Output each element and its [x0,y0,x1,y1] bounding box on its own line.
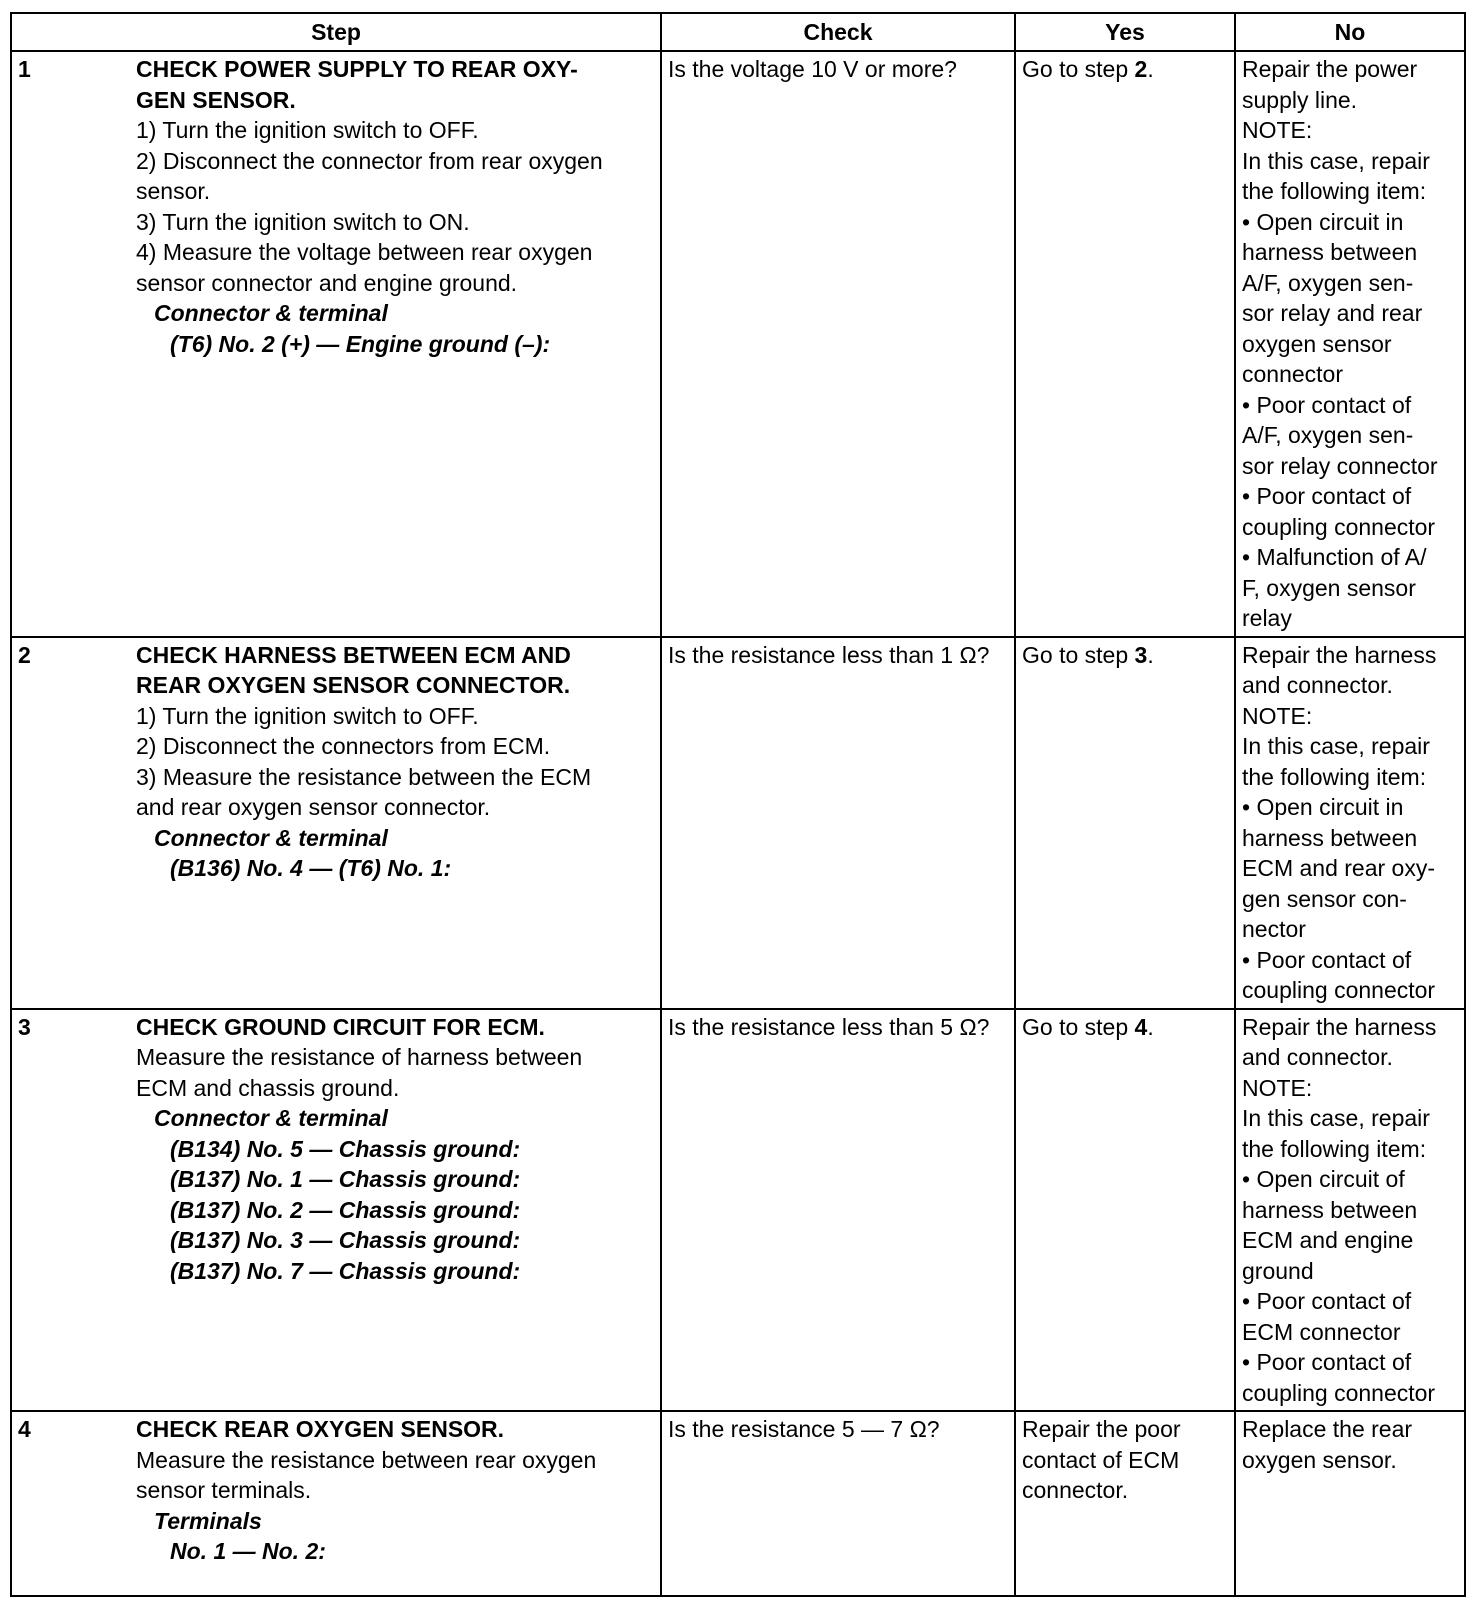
step-title: CHECK REAR OXYGEN SENSOR. [136,1416,505,1442]
no-line: NOTE: [1242,702,1313,729]
no-line: oxygen sensor. [1242,1446,1397,1473]
header-no: No [1235,13,1465,51]
step-title: GEN SENSOR. [136,86,296,113]
step-title: CHECK GROUND CIRCUIT FOR ECM. [136,1013,545,1040]
no-line: coupling connector [1242,1379,1436,1406]
no-line: the following item: [1242,763,1427,790]
yes-cell [1015,637,1235,1009]
no-line: nector [1242,916,1306,942]
yes-line [1022,1012,1228,1043]
yes-prefix: Go to step [1022,1013,1135,1040]
no-cell [1235,637,1465,1009]
step-instruction: Measure the resistance between rear oxygen [136,1446,597,1473]
no-line: harness between [1242,1196,1418,1223]
step-number: 3 [18,1013,31,1040]
step-instruction: sensor connector and engine ground. [136,269,518,296]
step-cell [11,1411,661,1596]
no-line: ground [1242,1257,1314,1284]
connector-terminal-item: (B137) No. 2 — Chassis ground: [170,1196,521,1223]
yes-suffix: . [1147,641,1154,668]
step-cell [11,51,661,637]
yes-suffix: . [1147,56,1154,82]
step-number: 2 [18,641,31,668]
step-number: 4 [18,1416,31,1442]
no-line: In this case, repair [1242,733,1430,759]
no-line: sor relay and rear [1242,300,1423,326]
no-line: • Poor contact of [1242,946,1412,973]
no-line: connector [1242,361,1344,387]
step-title: CHECK POWER SUPPLY TO REAR OXY- [136,56,578,82]
no-line: harness between [1242,824,1418,851]
step-instruction: and rear oxygen sensor connector. [136,794,491,820]
check-cell: Is the resistance less than 1 Ω? [661,637,1015,1009]
no-line: Repair the harness [1242,641,1437,668]
no-line: ECM connector [1242,1318,1401,1345]
step-instruction: sensor terminals. [136,1477,312,1503]
step-content [18,54,654,359]
no-line: • Poor contact of [1242,1288,1412,1314]
connector-terminal-item: (B136) No. 4 — (T6) No. 1: [170,855,452,881]
step-cell [11,637,661,1009]
yes-line: Repair the poor [1022,1416,1181,1442]
header-yes: Yes [1015,13,1235,51]
no-line: gen sensor con- [1242,885,1407,912]
no-line: • Open circuit in [1242,208,1404,235]
step-number: 1 [18,56,31,82]
check-cell: Is the resistance 5 — 7 Ω? [661,1411,1015,1596]
no-cell [1235,51,1465,637]
diagnostic-table [10,12,1466,1597]
step-instruction: 2) Disconnect the connector from rear oxygen [136,147,603,174]
no-line: A/F, oxygen sen- [1242,422,1414,448]
no-line: • Open circuit in [1242,794,1404,820]
step-content [18,1414,654,1567]
no-line: NOTE: [1242,117,1313,143]
step-instruction: 2) Disconnect the connectors from ECM. [136,733,551,759]
connector-terminal-label: Connector & terminal [154,300,388,326]
yes-line: contact of ECM [1022,1446,1180,1473]
connector-terminal-item: (T6) No. 2 (+) — Engine ground (–): [170,330,551,357]
no-cell [1235,1009,1465,1412]
step-body [136,54,603,359]
no-line: In this case, repair [1242,147,1430,174]
step-title: CHECK HARNESS BETWEEN ECM AND [136,641,571,668]
no-line: Replace the rear [1242,1416,1413,1442]
connector-terminal-item: (B137) No. 7 — Chassis ground: [170,1257,521,1284]
connector-terminal-label: Connector & terminal [154,824,388,851]
table-row [11,51,1465,637]
no-line: • Open circuit of [1242,1166,1405,1192]
table-row [11,1411,1465,1596]
no-line: the following item: [1242,1135,1427,1162]
step-instruction: sensor. [136,178,211,204]
no-line: relay [1242,605,1292,631]
table-row [11,637,1465,1009]
table-row [11,1009,1465,1412]
step-instruction: ECM and chassis ground. [136,1074,400,1101]
yes-prefix: Go to step [1022,641,1135,668]
step-body [136,1012,582,1287]
no-line: NOTE: [1242,1074,1313,1101]
connector-terminal-item: No. 1 — No. 2: [170,1538,326,1564]
step-content [18,1012,654,1287]
step-instruction: Measure the resistance of harness between [136,1044,583,1070]
yes-prefix: Go to step [1022,56,1135,82]
step-instruction: 1) Turn the ignition switch to OFF. [136,702,479,729]
yes-cell [1015,1009,1235,1412]
yes-cell [1015,1411,1235,1596]
yes-cell [1015,51,1235,637]
no-line: A/F, oxygen sen- [1242,269,1414,296]
step-content [18,640,654,884]
step-instruction: 3) Turn the ignition switch to ON. [136,208,470,235]
no-line: and connector. [1242,672,1393,698]
no-line: Repair the harness [1242,1013,1437,1040]
table-body [11,51,1465,1596]
no-line: Repair the power [1242,56,1418,82]
no-line: ECM and engine [1242,1227,1414,1253]
step-instruction: 4) Measure the voltage between rear oxygen [136,239,593,265]
no-line: coupling connector [1242,513,1436,540]
no-line: • Poor contact of [1242,1349,1412,1375]
step-instruction: 1) Turn the ignition switch to OFF. [136,117,479,143]
yes-line: connector. [1022,1477,1129,1503]
no-cell [1235,1411,1465,1596]
connector-terminal-label: Terminals [154,1507,262,1534]
no-line: • Poor contact of [1242,391,1412,418]
no-line: • Malfunction of A/ [1242,544,1427,570]
no-line: coupling connector [1242,977,1436,1003]
no-line: In this case, repair [1242,1105,1430,1131]
yes-line [1022,640,1228,671]
no-line: and connector. [1242,1044,1393,1070]
step-body [136,1414,596,1567]
connector-terminal-label: Connector & terminal [154,1105,388,1131]
no-line: sor relay connector [1242,452,1438,479]
connector-terminal-item: (B137) No. 3 — Chassis ground: [170,1227,521,1253]
yes-line [1022,54,1228,85]
no-line: harness between [1242,239,1418,265]
yes-step-ref: 3 [1134,641,1148,668]
no-line: supply line. [1242,86,1358,113]
check-cell: Is the resistance less than 5 Ω? [661,1009,1015,1412]
header-row [11,13,1465,51]
yes-step-ref: 2 [1134,56,1148,82]
yes-suffix: . [1147,1013,1154,1040]
step-body [136,640,591,884]
no-line: ECM and rear oxy- [1242,855,1436,881]
check-cell: Is the voltage 10 V or more? [661,51,1015,637]
no-line: the following item: [1242,178,1427,204]
step-title: REAR OXYGEN SENSOR CONNECTOR. [136,672,571,698]
header-check: Check [661,13,1015,51]
step-instruction: 3) Measure the resistance between the ECM [136,763,592,790]
no-line: F, oxygen sensor [1242,574,1416,601]
connector-terminal-item: (B134) No. 5 — Chassis ground: [170,1135,521,1162]
no-line: oxygen sensor [1242,330,1392,357]
header-step: Step [11,13,661,51]
no-line: • Poor contact of [1242,483,1412,509]
yes-step-ref: 4 [1134,1013,1148,1040]
connector-terminal-item: (B137) No. 1 — Chassis ground: [170,1166,521,1192]
step-cell [11,1009,661,1412]
